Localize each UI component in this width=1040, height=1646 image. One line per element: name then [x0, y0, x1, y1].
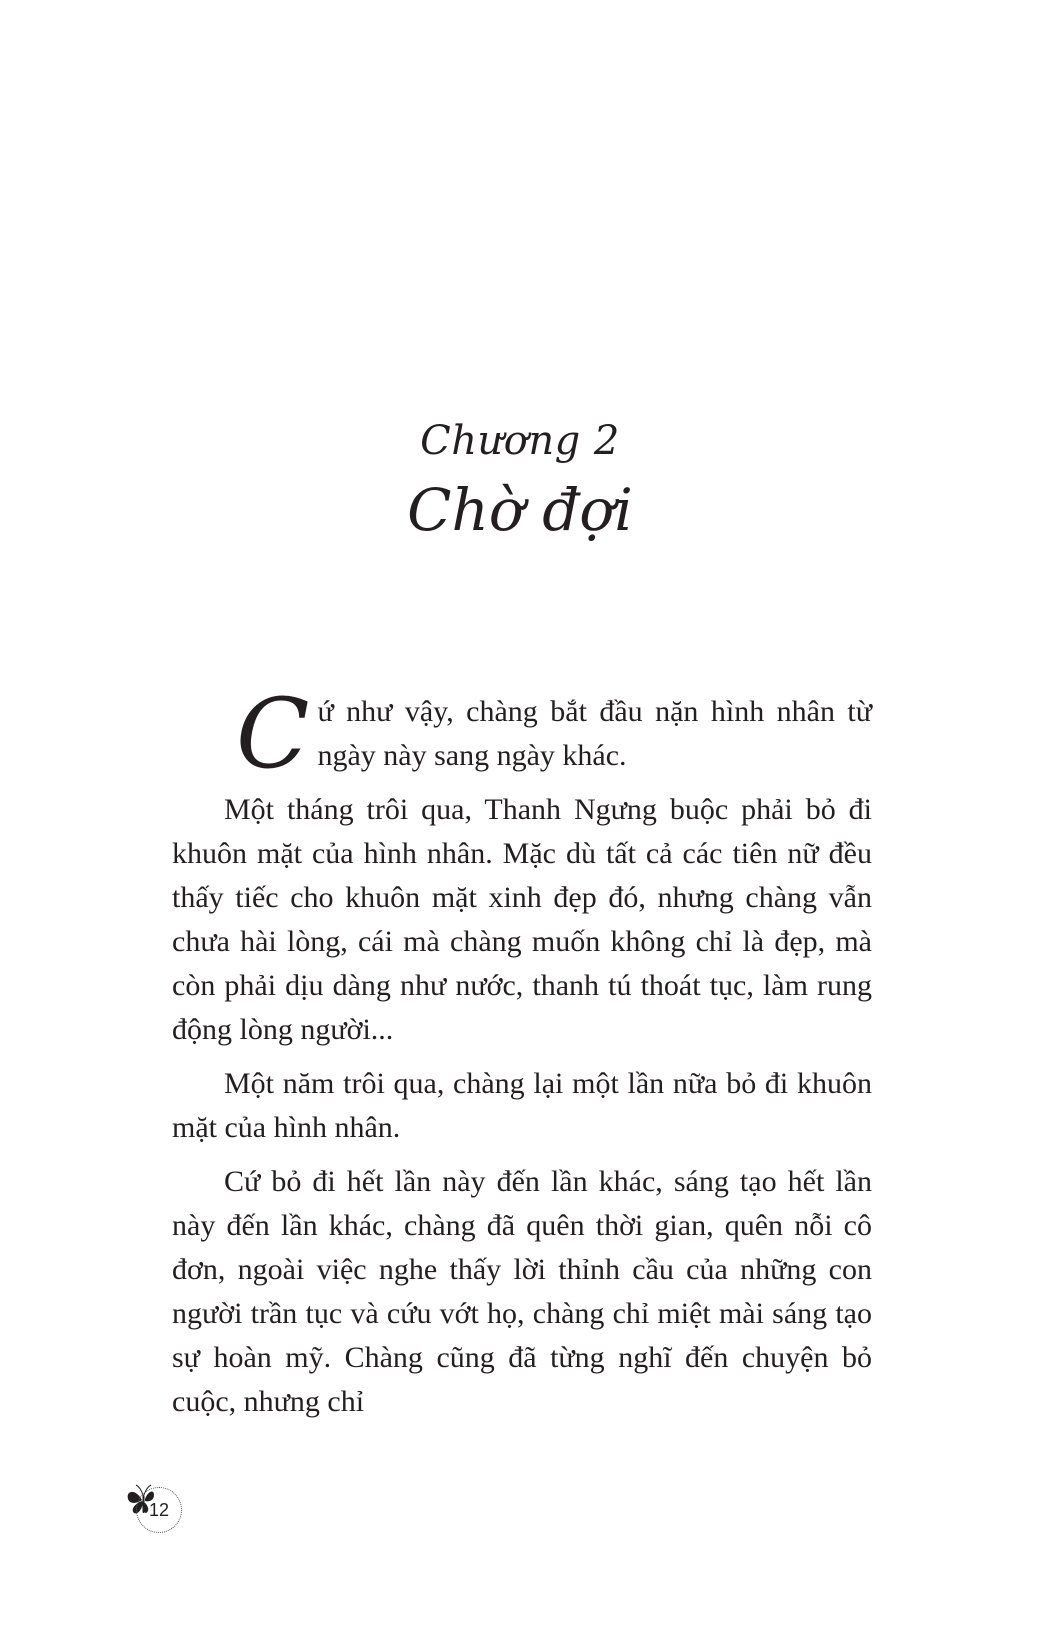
chapter-label: Chương 2	[420, 418, 620, 464]
page-number: 12	[136, 1487, 182, 1533]
paragraph-4: Cứ bỏ đi hết lần này đến lần khác, sáng tạo hết lần này đến lần khác, chàng đã quên thời gian, quên nỗi cô đơn, ngoài việc nghe thấy lời thỉnh cầu của những con người trần tục và cứu vớt họ, chàng chỉ miệt mài sáng tạo sự hoàn mỹ. Chàng cũng đã từng nghĩ đến chuyện bỏ cuộc, nhưng chỉ	[172, 1165, 872, 1418]
body-text	[172, 678, 872, 1434]
paragraph-3: Một năm trôi qua, chàng lại một lần nữa bỏ đi khuôn mặt của hình nhân.	[172, 1067, 872, 1144]
paragraph-2: Một tháng trôi qua, Thanh Ngưng buộc phải bỏ đi khuôn mặt của hình nhân. Mặc dù tất cả các tiên nữ đều thấy tiếc cho khuôn mặt xinh đẹp đó, nhưng chàng vẫn chưa hài lòng, cái mà chàng muốn không chỉ là đẹp, mà còn phải dịu dàng như nước, thanh tú thoát tục, làm rung động lòng người...	[172, 793, 872, 1046]
paragraph-1	[172, 678, 872, 790]
drop-cap: C	[236, 678, 310, 790]
paragraph-1-text: ứ như vậy, chàng bắt đầu nặn hình nhân từ ngày này sang ngày khác.	[317, 695, 872, 772]
chapter-title: Chờ đợi	[407, 476, 633, 544]
